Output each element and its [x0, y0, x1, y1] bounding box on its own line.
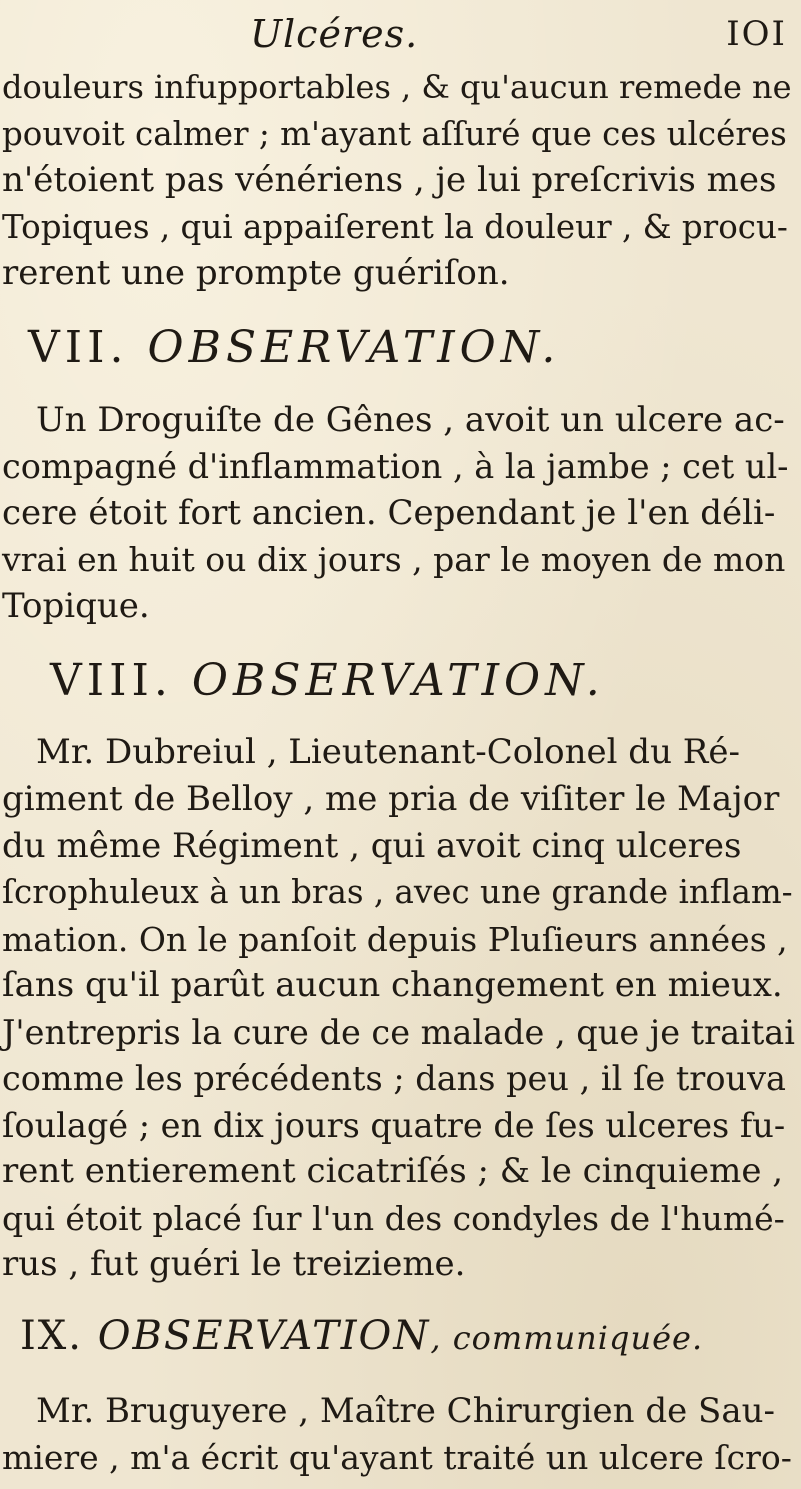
intro-line: rerent une prompte guériſon.	[2, 253, 510, 293]
page-number: IOI	[726, 14, 787, 54]
observation-heading	[50, 655, 605, 706]
paragraph-line: rent entierement cicatriſés ; & le cinquieme ,	[2, 1151, 784, 1191]
observation-heading	[28, 322, 560, 373]
paragraph-line: Un Droguiſte de Gênes , avoit un ulcere ac-	[36, 400, 785, 440]
paragraph-line: Mr. Bruguyere , Maître Chirurgien de Sau-	[36, 1391, 775, 1431]
paragraph-line: Topique.	[2, 586, 150, 626]
heading-word: OBSERVATION.	[191, 655, 605, 706]
intro-line: Topiques , qui appaiſerent la douleur , & procu-	[2, 208, 788, 246]
paragraph-line: du même Régiment , qui avoit cinq ulceres	[2, 826, 742, 866]
heading-numeral: IX.	[20, 1313, 83, 1359]
intro-line: douleurs infupportables , & qu'aucun remede ne	[2, 68, 792, 106]
paragraph-line: ſans qu'il parût aucun changement en mieux.	[2, 965, 783, 1005]
paragraph-line: J'entrepris la cure de ce malade , que je traitai	[2, 1013, 795, 1052]
paragraph-line: compagné d'inflammation , à la jambe ; cet ul-	[2, 447, 789, 486]
heading-numeral: VIII.	[50, 655, 173, 706]
paragraph-line: vrai en huit ou dix jours , par le moyen de mon	[2, 540, 786, 579]
paragraph-line: mation. On le panſoit depuis Pluſieurs années ,	[2, 920, 788, 959]
paragraph-line: Mr. Dubreiul , Lieutenant-Colonel du Ré-	[36, 732, 740, 772]
heading-numeral: VII.	[28, 322, 129, 373]
paragraph-line: miere , m'a écrit qu'ayant traité un ulcere ſcro-	[2, 1438, 792, 1477]
paragraph-line: rus , fut guéri le treizieme.	[2, 1244, 466, 1284]
intro-line: pouvoit calmer ; m'ayant aſſuré que ces ulcéres	[2, 115, 787, 153]
paragraph-line: qui étoit placé ſur l'un des condyles de l'humé-	[2, 1199, 785, 1238]
heading-tail: , communiquée.	[430, 1319, 704, 1357]
paragraph-line: cere étoit fort ancien. Cependant je l'en déli-	[2, 493, 776, 533]
observation-heading	[20, 1313, 703, 1359]
intro-line: n'étoient pas vénériens , je lui preſcrivis mes	[2, 160, 777, 200]
paragraph-line: ſcrophuleux à un bras , avec une grande inflam-	[2, 873, 793, 911]
heading-word: OBSERVATION	[97, 1313, 431, 1359]
running-title: Ulcéres.	[250, 12, 419, 56]
heading-word: OBSERVATION.	[147, 322, 561, 373]
page-header	[0, 8, 801, 58]
paragraph-line: giment de Belloy , me pria de viſiter le Major	[2, 779, 780, 819]
paragraph-line: comme les précédents ; dans peu , il ſe trouva	[2, 1059, 786, 1098]
paragraph-line: ſoulagé ; en dix jours quatre de ſes ulceres fu-	[2, 1106, 786, 1145]
